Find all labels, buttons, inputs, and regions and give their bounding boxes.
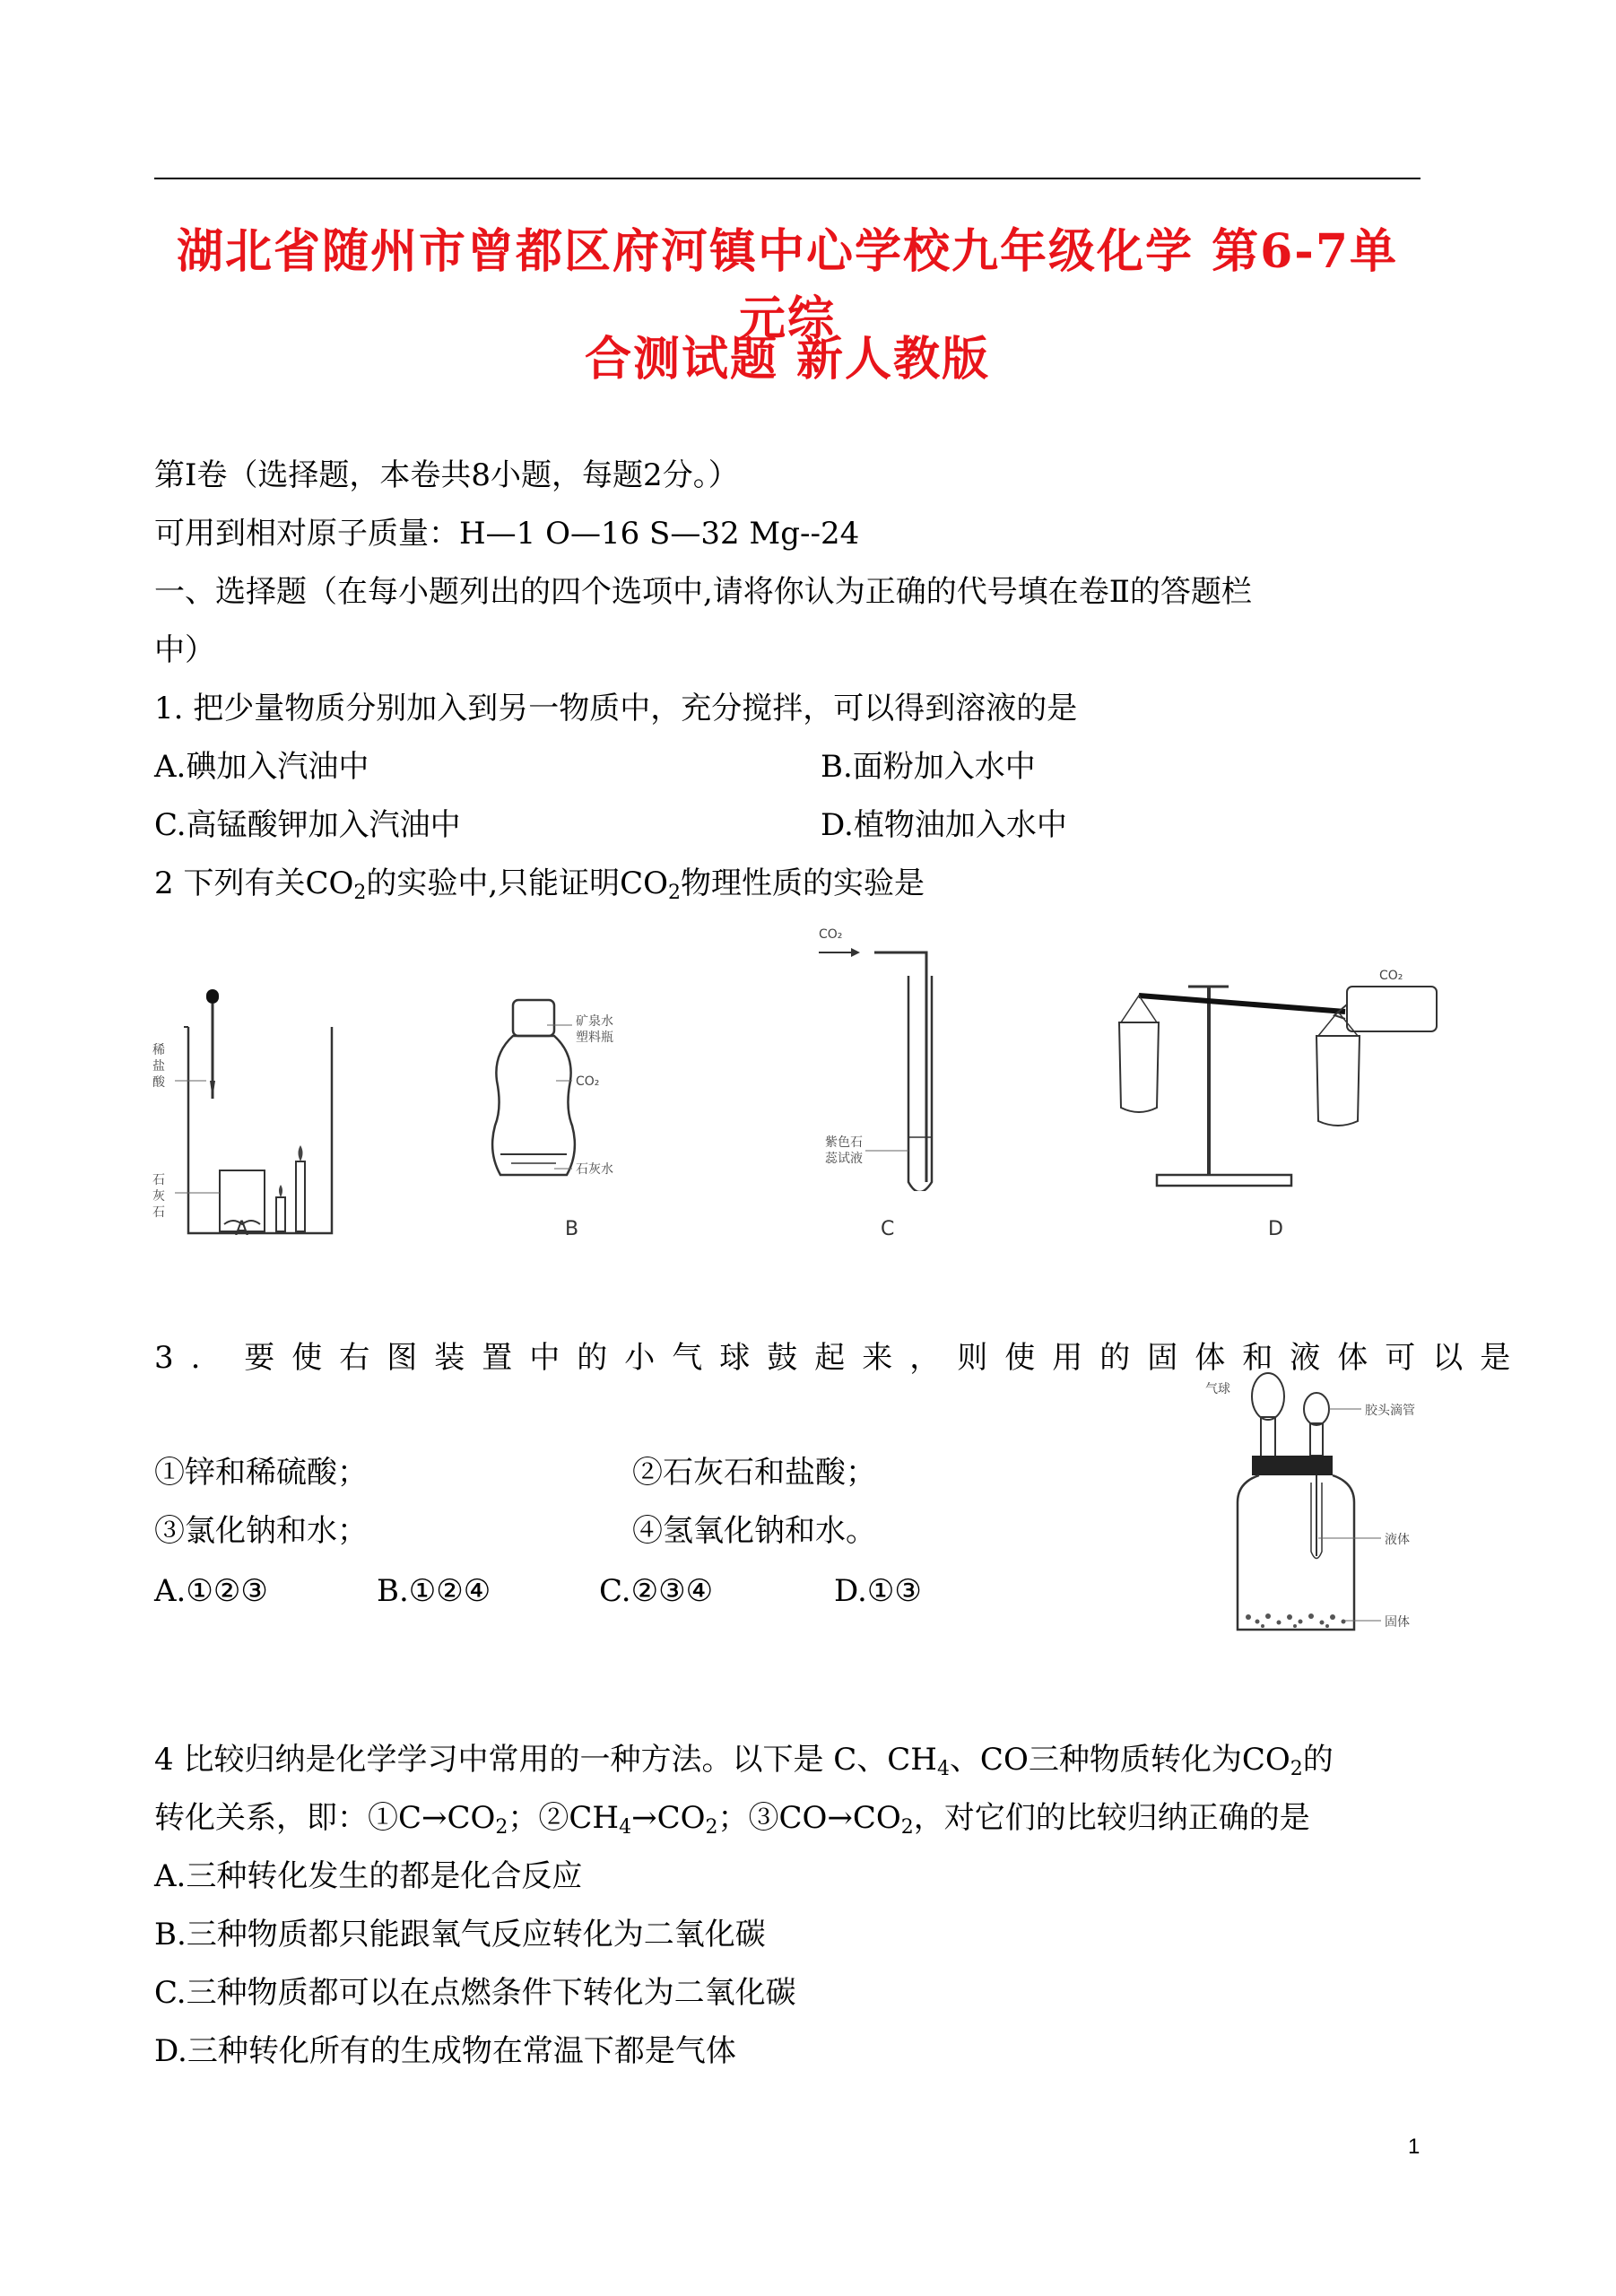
gas-label: CO₂ <box>576 1074 600 1089</box>
acid-label: 稀盐酸 <box>152 1043 165 1090</box>
page-number: 1 <box>1408 2135 1421 2159</box>
q2-stem <box>154 865 925 904</box>
subscript: 2 <box>353 882 367 904</box>
figure-q3-apparatus <box>1202 1368 1453 1637</box>
litmus-label: 紫色石 <box>825 1135 863 1150</box>
q3-option-d: D.①③ <box>834 1573 922 1609</box>
header-rule <box>154 178 1421 179</box>
q4-text: →CO <box>631 1800 706 1836</box>
co2-label: CO₂ <box>1379 969 1403 983</box>
lime-label: 石灰水 <box>576 1162 613 1177</box>
q3-choice-1: ①锌和稀硫酸； <box>154 1455 368 1491</box>
q1-option-a: A.碘加入汽油中 <box>154 749 369 785</box>
co2-text: CO <box>620 865 669 901</box>
q3-choice-4: ④氢氧化钠和水。 <box>632 1513 876 1549</box>
solid-label: 固体 <box>1385 1615 1410 1630</box>
atomic-mass-line: 可用到相对原子质量：H—1 O—16 S—32 Mg--24 <box>154 516 860 552</box>
q3-option-a: A.①②③ <box>154 1573 268 1609</box>
doc-title-line2: 合测试题 新人教版 <box>584 332 991 387</box>
q4-text: 、CO三种物质转化为CO <box>949 1742 1290 1778</box>
figure-b-label: B <box>565 1218 579 1240</box>
q4-text: ；③CO→CO <box>717 1800 901 1836</box>
q4-stem-line2 <box>154 1800 1310 1839</box>
figure-d-balance <box>1103 960 1444 1193</box>
q2-stem-post: 物理性质的实验是 <box>681 865 925 901</box>
q1-stem: 1. 把少量物质分别加入到另一物质中，充分搅拌，可以得到溶液的是 <box>154 691 1078 726</box>
q4-stem-line1 <box>154 1744 1334 1779</box>
co2-gas-label: CO₂ <box>819 927 843 942</box>
q3-option-c: C.②③④ <box>599 1573 714 1609</box>
subscript: 2 <box>705 1816 718 1839</box>
stone-label: 石灰石 <box>152 1173 165 1220</box>
section-instruction-cont: 中） <box>154 632 215 668</box>
q2-stem-mid: 的实验中,只能证明 <box>366 865 621 901</box>
section-instruction: 一、选择题（在每小题列出的四个选项中,请将你认为正确的代号填在卷Ⅱ的答题栏 <box>154 574 1252 610</box>
subscript: 4 <box>936 1758 950 1780</box>
bottle-label: 矿泉水 <box>576 1014 613 1029</box>
figure-a-beaker <box>152 982 359 1251</box>
figure-c-test-tube <box>812 922 1009 1191</box>
q4-option-a: A.三种转化发生的都是化合反应 <box>154 1858 583 1894</box>
q4-text: 转化关系，即：①C→CO <box>154 1800 496 1836</box>
q1-option-c: C.高锰酸钾加入汽油中 <box>154 807 461 843</box>
figure-d-label: D <box>1268 1218 1283 1240</box>
q4-text: 的 <box>1302 1742 1334 1778</box>
subscript: 2 <box>1290 1758 1303 1780</box>
figure-a-label: A <box>235 1218 249 1240</box>
q4-option-c: C.三种物质都可以在点燃条件下转化为二氧化碳 <box>154 1975 796 2011</box>
part-heading: 第Ⅰ卷（选择题，本卷共8小题，每题2分。） <box>154 457 739 493</box>
q3-choice-3: ③氯化钠和水； <box>154 1513 368 1549</box>
dropper-label: 胶头滴管 <box>1365 1404 1415 1418</box>
q3-choice-2: ②石灰石和盐酸； <box>632 1455 876 1491</box>
q3-option-b: B.①②④ <box>377 1573 491 1609</box>
q4-option-b: B.三种物质都只能跟氧气反应转化为二氧化碳 <box>154 1917 766 1952</box>
figure-c-label: C <box>881 1218 895 1240</box>
liquid-label: 液体 <box>1385 1533 1410 1547</box>
figure-b-bottle <box>475 982 682 1188</box>
doc-title-line1: 湖北省随州市曾都区府河镇中心学校九年级化学 第6-7单元综 <box>176 224 1399 346</box>
q4-text: 4 比较归纳是化学学习中常用的一种方法。以下是 C、CH <box>154 1742 937 1778</box>
q4-text: ，对它们的比较归纳正确的是 <box>913 1800 1310 1836</box>
balloon-label: 气球 <box>1205 1382 1230 1396</box>
subscript: 2 <box>668 882 682 904</box>
q4-text: ；②CH <box>508 1800 620 1836</box>
subscript: 2 <box>900 1816 914 1839</box>
q4-option-d: D.三种转化所有的生成物在常温下都是气体 <box>154 2033 736 2069</box>
q1-option-b: B.面粉加入水中 <box>821 749 1036 785</box>
subscript: 4 <box>619 1816 632 1839</box>
q3-stem: 3. 要使右图装置中的小气球鼓起来，则使用的固体和液体可以是 <box>154 1340 1528 1376</box>
q2-stem-pre: 2 下列有关 <box>154 865 306 901</box>
bottle-label-2: 塑料瓶 <box>576 1031 613 1045</box>
subscript: 2 <box>495 1816 508 1839</box>
co2-text: CO <box>305 865 354 901</box>
q1-option-d: D.植物油加入水中 <box>821 807 1067 843</box>
litmus-label-2: 蕊试液 <box>825 1152 863 1166</box>
